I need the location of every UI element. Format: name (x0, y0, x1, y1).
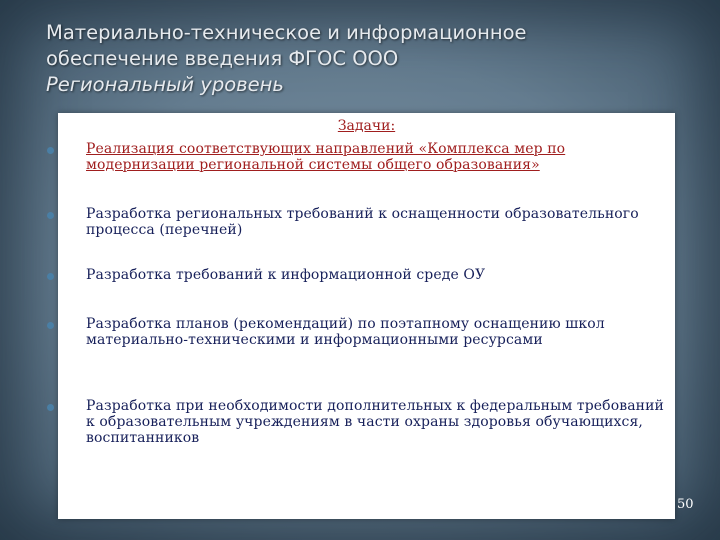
bullet-icon (47, 404, 54, 411)
bullet-icon (47, 212, 54, 219)
title-line-3: Региональный уровень (46, 73, 284, 96)
page-number: 50 (677, 497, 694, 512)
task-text: Разработка региональных требований к оснащенности образовательного процесса (перечней) (86, 206, 639, 238)
content-panel (58, 113, 675, 519)
slide-title (46, 20, 686, 98)
bullet-icon (47, 273, 54, 280)
tasks-heading: Задачи: (337, 118, 396, 134)
title-line-1: Материально-техническое и информационное (46, 21, 527, 44)
task-text: Разработка при необходимости дополнительных к федеральным требований к образовательным учреждениям в части охраны здоровья обучающихся, воспитанников (86, 398, 664, 446)
bullet-icon (47, 322, 54, 329)
task-text: Реализация соответствующих направлений «Комплекса мер по модернизации региональной системы общего образования» (86, 141, 566, 173)
task-text: Разработка требований к информационной среде ОУ (86, 267, 486, 283)
bullet-icon (47, 147, 54, 154)
task-text: Разработка планов (рекомендаций) по поэтапному оснащению школ материально-техническими и информационными ресурсами (86, 316, 605, 348)
title-line-2: обеспечение введения ФГОС ООО (46, 47, 399, 70)
